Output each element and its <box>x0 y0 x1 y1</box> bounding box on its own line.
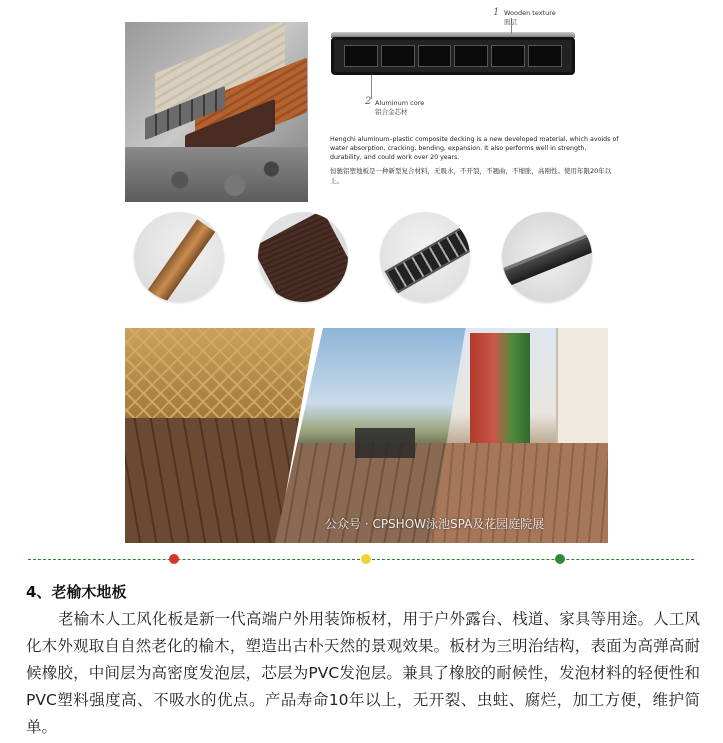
label2-number: 2 <box>365 96 372 107</box>
description-chinese: 恒驰铝塑地板是一种新型复合材料，无吸水，不开裂，不翘曲，不缩胀，高刚性。使用年限20年以上。 <box>330 167 612 185</box>
label1-number: 1 <box>493 7 500 18</box>
label2-chinese: 铝合金芯材 <box>375 108 408 116</box>
rubble-base <box>125 147 308 202</box>
profile-edge-circle-image <box>134 212 224 302</box>
product-diagram-panel <box>125 7 619 195</box>
section-paragraph: 老榆木人工风化板是新一代高端户外用装饰板材，用于户外露台、栈道、家具等用途。人工风化木外观取自自然老化的榆木，塑造出古朴天然的景观效果。板材为三明治结构，表面为高弹高耐候橡胶，中间层为高密度发泡层，芯层为PVC发泡层。兼具了橡胶的耐候性，发泡材料的轻便性和PVC塑料强度高、不吸水的优点。产品寿命10年以上，无开裂、虫蛀、腐烂，加工方便，维护简单。 <box>26 610 700 736</box>
label1-chinese: 面层 <box>504 18 517 26</box>
green-dot <box>555 554 565 564</box>
gray-profile-circle-image <box>502 212 592 302</box>
description-english: Hengchi aluminum–plastic composite decking is a new developed material, which avoids of water absorption, cracking, bending, expansion. It also performs well in strength, durability, and could work over 20 years. <box>330 136 619 161</box>
section-heading: 4、老榆木地板 <box>26 583 127 601</box>
cross-section-diagram <box>331 37 575 75</box>
decking-product-photo <box>125 22 308 202</box>
label1-english: Wooden texture <box>504 9 556 17</box>
red-dot <box>169 554 179 564</box>
application-photos <box>125 328 608 543</box>
label2-english: Aluminum core <box>375 99 425 107</box>
yellow-dot <box>361 554 371 564</box>
dark-board-circle-image <box>258 212 348 302</box>
hollow-profile-circle-image <box>380 212 470 302</box>
watermark: 公众号 · CPSHOW泳池SPA及花园庭院展 <box>325 517 545 531</box>
